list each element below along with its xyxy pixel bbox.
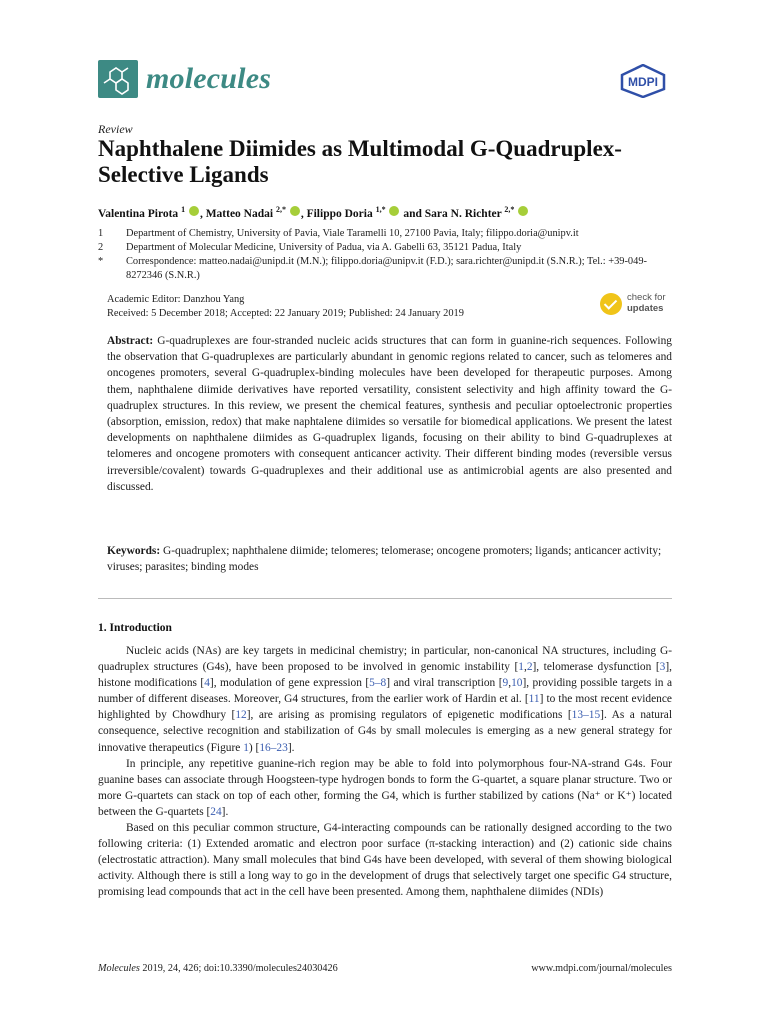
publication-dates: Received: 5 December 2018; Accepted: 22 January 2019; Published: 24 January 2019: [107, 308, 464, 319]
body-text-run: ], are arising as promising regulators of epigenetic modifications [: [246, 709, 572, 722]
body-text-run: ], histone modifications [: [98, 661, 672, 690]
updates-label: updates: [627, 303, 664, 314]
body-text-run: ]. As a natural consequence, selective recognition and stabilization of G4s by small molecules is emerging as a new general strategy for innovative therapeutics (Figure: [98, 709, 672, 754]
journal-logo-icon: [98, 60, 138, 98]
body-text-run: Nucleic acids (NAs) are key targets in medicinal chemistry; in particular, non-canonical NA structures, including G-quadruplex structures (G4s), have been proposed to be involved in genomic instability [: [98, 645, 672, 674]
reference-link[interactable]: 2: [526, 661, 533, 674]
body-text: [98, 643, 672, 901]
footer-journal: Molecules: [98, 963, 140, 974]
abstract-label: Abstract:: [107, 335, 154, 347]
body-text-run: ], providing possible targets in a number of different diseases. Moreover, G4 structures, from the earlier work of Hardin et al. [: [98, 677, 672, 706]
article-title: Naphthalene Diimides as Multimodal G-Quadruplex-Selective Ligands: [98, 136, 622, 187]
reference-link[interactable]: 12: [235, 709, 247, 722]
author-list: Valentina Pirota $^1$ , Matteo Nadai $^{2,*}$ , Filippo Doria $^{1,*}$ and Sara N. Richter $^{2,*}$: [98, 205, 718, 220]
journal-name: molecules: [146, 62, 272, 95]
reference-link[interactable]: 13–15: [571, 709, 601, 722]
section-heading: 1. Introduction: [98, 622, 172, 634]
reference-link[interactable]: 16–23: [259, 741, 288, 754]
footer-citation: [98, 963, 338, 974]
reference-link[interactable]: 9: [502, 677, 509, 690]
academic-editor: Academic Editor: Danzhou Yang: [107, 294, 245, 305]
reference-link[interactable]: 5–8: [369, 677, 387, 690]
affiliation-mark: 1: [98, 228, 104, 239]
keywords-text: G-quadruplex; naphthalene diimide; telomeres; telomerase; oncogene promoters; ligands; anticancer activity; viruses; parasites; binding modes: [107, 545, 662, 574]
body-paragraph: [98, 820, 672, 900]
reference-link[interactable]: 10: [511, 677, 523, 690]
check-icon: [600, 293, 622, 315]
body-text-run: ], telomerase dysfunction [: [532, 661, 660, 674]
orcid-icon[interactable]: [389, 206, 399, 216]
affiliation: [98, 241, 678, 255]
reference-link[interactable]: 1: [518, 661, 524, 674]
body-text-run: ] and viral transcription [: [386, 677, 503, 690]
affiliation-text: Department of Molecular Medicine, University of Padua, via A. Gabelli 63, 35121 Padua, Italy: [126, 242, 522, 253]
footer-citation-text: 2019, 24, 426; doi:10.3390/molecules24030426: [142, 963, 338, 974]
body-text-run: ].: [287, 741, 295, 754]
affiliation-mark: *: [98, 256, 104, 267]
article-type: Review: [98, 122, 133, 136]
mdpi-logo-icon: [618, 64, 668, 98]
affiliation-mark: 2: [98, 242, 104, 253]
mdpi-logo-text: MDPI: [628, 75, 658, 89]
body-paragraph: [98, 756, 672, 820]
orcid-icon[interactable]: [290, 206, 300, 216]
reference-link[interactable]: 1: [243, 741, 249, 754]
author-affiliation-mark: 1: [181, 205, 186, 214]
affiliation: [98, 227, 678, 241]
body-paragraph: [98, 643, 672, 756]
body-text-run: In principle, any repetitive guanine-rich region may be able to fold into polymorphous four-NA-strand G4s. Four guanine bases can associate through Hoogsteen-type hydrogen bonds to form the G-quartet, a square planar structure. Two or more G-quartets can stack on top of each other, forming the G4, which is further stabilized by cations (Na⁺ or K⁺) located between the G-quartets [: [98, 757, 672, 818]
footer-url[interactable]: www.mdpi.com/journal/molecules: [531, 963, 672, 974]
check-for-updates-badge[interactable]: [600, 291, 672, 317]
body-text-run: ], modulation of gene expression [: [209, 677, 370, 690]
abstract-text: G-quadruplexes are four-stranded nucleic acids structures that can form in guanine-rich sequences. Following the observation that G-quadruplexes are particularly abundant in genomic regions related to cancer, such as telomeres and oncogenes promoters, several G-quadruplex-binding molecules have been developed for therapeutic purposes. Among them, naphthalene diimide derivatives have reported versatility, consistent selectivity and high affinity toward the G-quadruplex structures. In this review, we present the chemical features, synthesis and peculiar optoelectronic properties (absorption, emission, redox) that make naphtalene diimides so versatile for biomedical applications. We present the latest developments on naphthalene diimides as G-quadruplex ligands, focusing on their ability to bind G-quadruplexes at telomeres and oncogene promoters with consequent anticancer activity. Their different binding modes (reversible versus irreversible/covalent) towards G-quadruplexes and their additional use as antimicrobial agents are also presented and discussed.: [107, 335, 672, 493]
body-text-run: ,: [523, 661, 527, 674]
correspondence-text: Correspondence: matteo.nadai@unipd.it (M.N.); filippo.doria@unipv.it (F.D.); sara.richter@unipd.it (S.N.R.); Tel.: +39-049-8272346 (S.N.R.): [126, 256, 647, 281]
abstract: [107, 333, 672, 495]
author-affiliation-mark: 1,*: [375, 205, 386, 214]
author-name[interactable]: Sara N. Richter: [424, 207, 502, 220]
reference-link[interactable]: 4: [204, 677, 210, 690]
reference-link[interactable]: 24: [210, 805, 222, 818]
keywords: [107, 543, 672, 575]
body-text-run: Based on this peculiar common structure, G4-interacting compounds can be rationally designed according to the two following criteria: (1) Extended aromatic and electron poor surface (π-stacking interaction) and (2) cationic side chains (electrostatic attraction). Many small molecules that bind G4s have been developed, with several of them showing biological activity. Although there is still a long way to go in the development of drugs that selectively target one specific G4 structure, promising lead compounds that act in the cell have been presented. Among them, naphthalene diimides (NDIs): [98, 822, 672, 899]
orcid-icon[interactable]: [189, 206, 199, 216]
divider: [98, 598, 672, 599]
author-affiliation-mark: 2,*: [504, 205, 515, 214]
body-text-run: ,: [508, 677, 512, 690]
reference-link[interactable]: 11: [528, 693, 540, 706]
author-affiliation-mark: 2,*: [275, 205, 286, 214]
author-name[interactable]: Valentina Pirota: [98, 207, 179, 220]
check-label: check for: [627, 292, 666, 303]
affiliation-text: Department of Chemistry, University of Pavia, Viale Taramelli 10, 27100 Pavia, Italy; filippo.doria@unipv.it: [126, 228, 579, 239]
body-text-run: ) [: [248, 741, 260, 754]
author-name[interactable]: Filippo Doria: [306, 207, 373, 220]
reference-link[interactable]: 3: [659, 661, 666, 674]
keywords-label: Keywords:: [107, 545, 161, 557]
body-text-run: ].: [221, 805, 229, 818]
author-name[interactable]: Matteo Nadai: [205, 207, 274, 220]
orcid-icon[interactable]: [518, 206, 528, 216]
body-text-run: ] to the most recent evidence highlighted by Chowdhury [: [98, 693, 672, 722]
correspondence: [98, 255, 678, 283]
